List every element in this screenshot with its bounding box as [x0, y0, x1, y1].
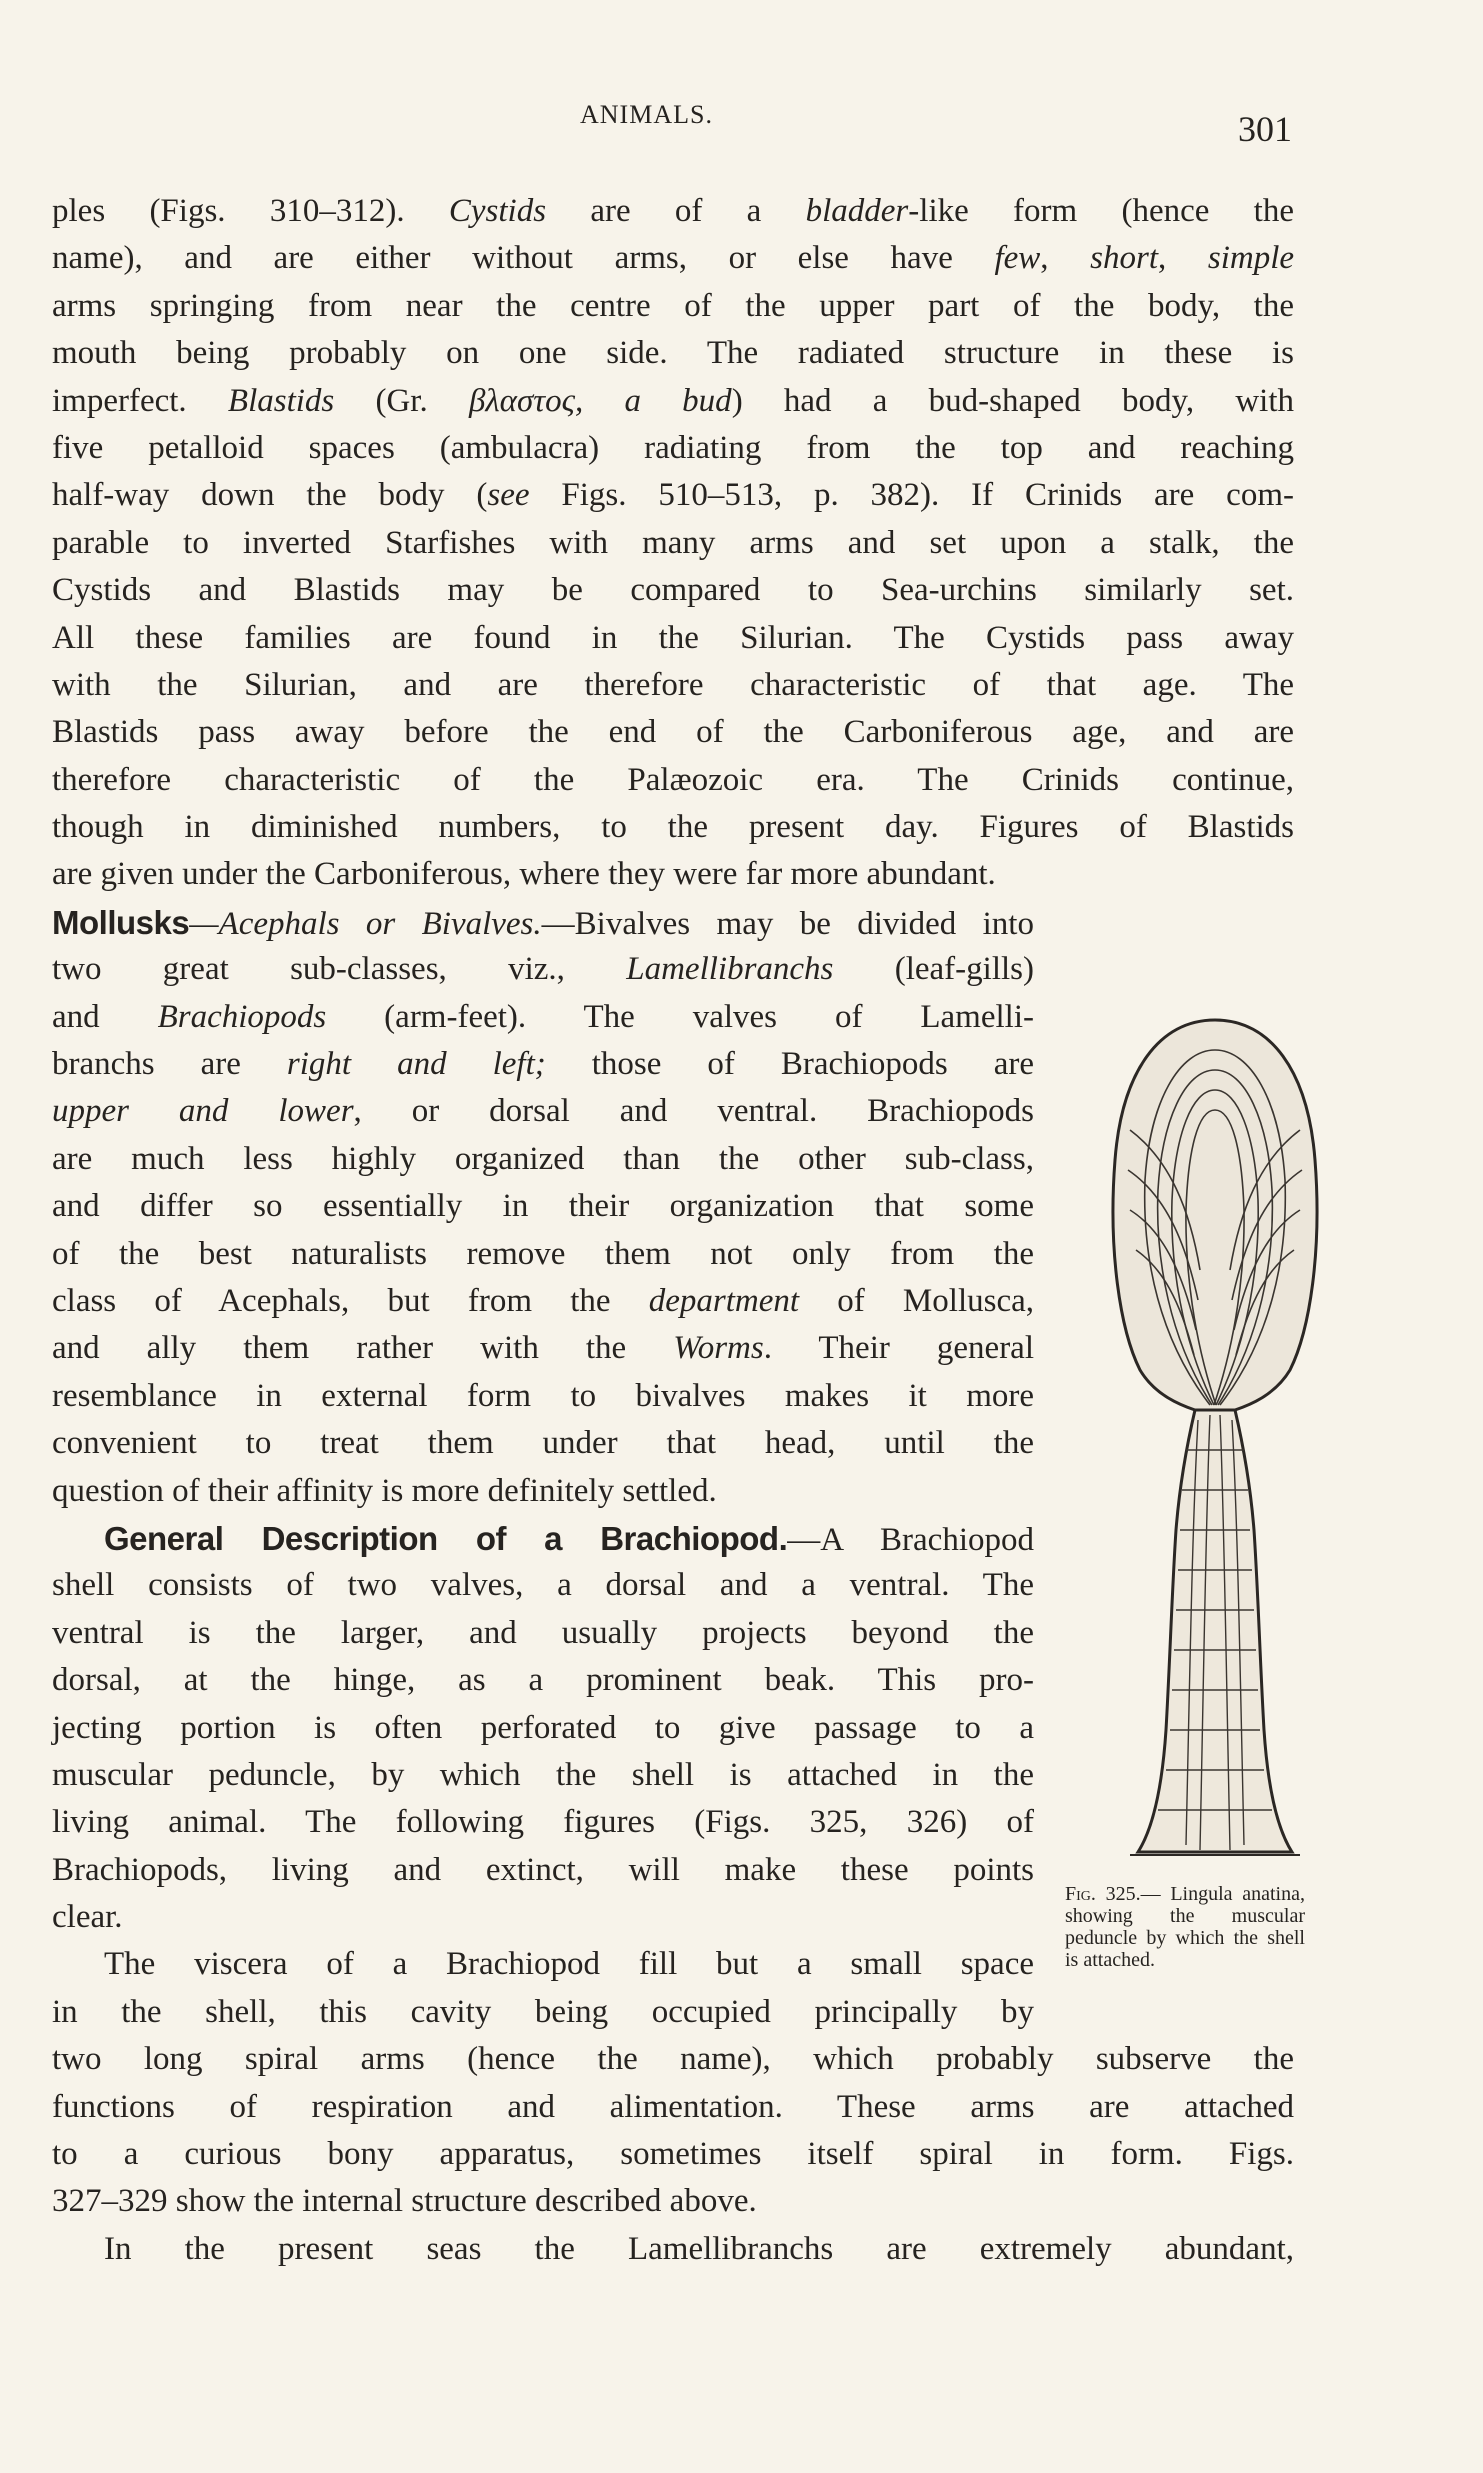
text-line: are given under the Carboniferous, where they were far more abundant. — [52, 856, 996, 893]
text-line: question of their affinity is more definitely settled. — [52, 1472, 717, 1509]
text-line: therefore characteristic of the Palæozoic era. The Crinids continue, — [52, 761, 1294, 798]
text-line: muscular peduncle, by which the shell is attached in the — [52, 1756, 1034, 1793]
text-line: of the best naturalists remove them not only from the — [52, 1235, 1034, 1272]
text-line: Brachiopods, living and extinct, will make these points — [52, 1851, 1034, 1888]
text-line: half-way down the body (see Figs. 510–513, p. 382). If Crinids are com- — [52, 477, 1294, 514]
text-line: in the shell, this cavity being occupied principally by — [52, 1993, 1034, 2030]
text-line: resemblance in external form to bivalves makes it more — [52, 1377, 1034, 1414]
text-line: two great sub-classes, viz., Lamellibranchs (leaf-gills) — [52, 951, 1034, 988]
text-line: dorsal, at the hinge, as a prominent beak. This pro- — [52, 1662, 1034, 1699]
text-line: and ally them rather with the Worms. Their general — [52, 1330, 1034, 1367]
text-line: five petalloid spaces (ambulacra) radiating from the top and reaching — [52, 429, 1294, 466]
text-line: branchs are right and left; those of Brachiopods are — [52, 1046, 1034, 1083]
paragraph-top — [52, 188, 1294, 899]
text-line: ples (Figs. 310–312). Cystids are of a bladder-like form (hence the — [52, 193, 1295, 229]
general-heading-rest: —A Brachiopod — [787, 1521, 1034, 1558]
mollusks-heading-line — [52, 899, 1034, 946]
paragraph-bottom — [52, 2036, 1294, 2273]
text-line: Blastids pass away before the end of the Carboniferous age, and are — [52, 714, 1294, 751]
text-line: two long spiral arms (hence the name), which probably subserve the — [52, 2041, 1294, 2078]
text-line: Cystids and Blastids may be compared to Sea-urchins similarly set. — [52, 572, 1294, 609]
figure-caption-text: — Lingula anatina, showing the muscular peduncle by which the shell is attached. — [1065, 1883, 1305, 1971]
text-line: imperfect. Blastids (Gr. βλαστος, a bud) had a bud-shaped body, with — [52, 382, 1294, 419]
text-line: parable to inverted Starfishes with many arms and set upon a stalk, the — [52, 524, 1294, 561]
mollusks-heading: Mollusks — [52, 903, 190, 941]
text-line: convenient to treat them under that head, until the — [52, 1425, 1034, 1462]
text-line: with the Silurian, and are therefore characteristic of that age. The — [52, 666, 1294, 703]
text-line: and Brachiopods (arm-feet). The valves of Lamelli- — [52, 998, 1034, 1035]
text-line: clear. — [52, 1899, 123, 1936]
mollusks-heading-rest: —Bivalves may be divided into — [541, 905, 1034, 942]
text-line: jecting portion is often perforated to give passage to a — [52, 1709, 1034, 1746]
text-line: The viscera of a Brachiopod fill but a small space — [104, 1946, 1034, 1983]
text-line: upper and lower, or dorsal and ventral. Brachiopods — [52, 1093, 1034, 1130]
general-heading: General Description of a Brachiopod. — [104, 1519, 788, 1557]
text-line: to a curious bony apparatus, sometimes itself spiral in form. Figs. — [52, 2136, 1294, 2173]
general-heading-line — [52, 1515, 1034, 1562]
text-line: though in diminished numbers, to the present day. Figures of Blastids — [52, 809, 1294, 846]
text-line: shell consists of two valves, a dorsal and a ventral. The — [52, 1567, 1034, 1604]
text-line: name), and are either without arms, or else have few, short, simple — [52, 240, 1295, 277]
figure-caption — [1065, 1883, 1305, 1971]
text-line: class of Acephals, but from the department of Mollusca, — [52, 1282, 1034, 1319]
mollusks-heading-italic: —Acephals or Bivalves. — [189, 905, 542, 942]
text-line: and differ so essentially in their organization that some — [52, 1188, 1034, 1225]
running-head: ANIMALS. — [580, 100, 713, 129]
text-line: functions of respiration and alimentation. These arms are attached — [52, 2088, 1294, 2125]
text-line: mouth being probably on one side. The radiated structure in these is — [52, 335, 1294, 372]
text-line: ventral is the larger, and usually projects beyond the — [52, 1614, 1034, 1651]
text-line: All these families are found in the Silurian. The Cystids pass away — [52, 619, 1294, 656]
lingula-illustration — [1100, 1010, 1330, 1870]
text-line: arms springing from near the centre of the upper part of the body, the — [52, 287, 1294, 324]
text-line: living animal. The following figures (Figs. 325, 326) of — [52, 1804, 1034, 1841]
figure-caption-label: Fig. 325. — [1065, 1883, 1141, 1905]
text-line: In the present seas the Lamellibranchs are extremely abundant, — [104, 2230, 1294, 2267]
text-line: are much less highly organized than the other sub-class, — [52, 1140, 1034, 1177]
text-line: 327–329 show the internal structure described above. — [52, 2183, 757, 2220]
page-number: 301 — [1238, 109, 1292, 149]
